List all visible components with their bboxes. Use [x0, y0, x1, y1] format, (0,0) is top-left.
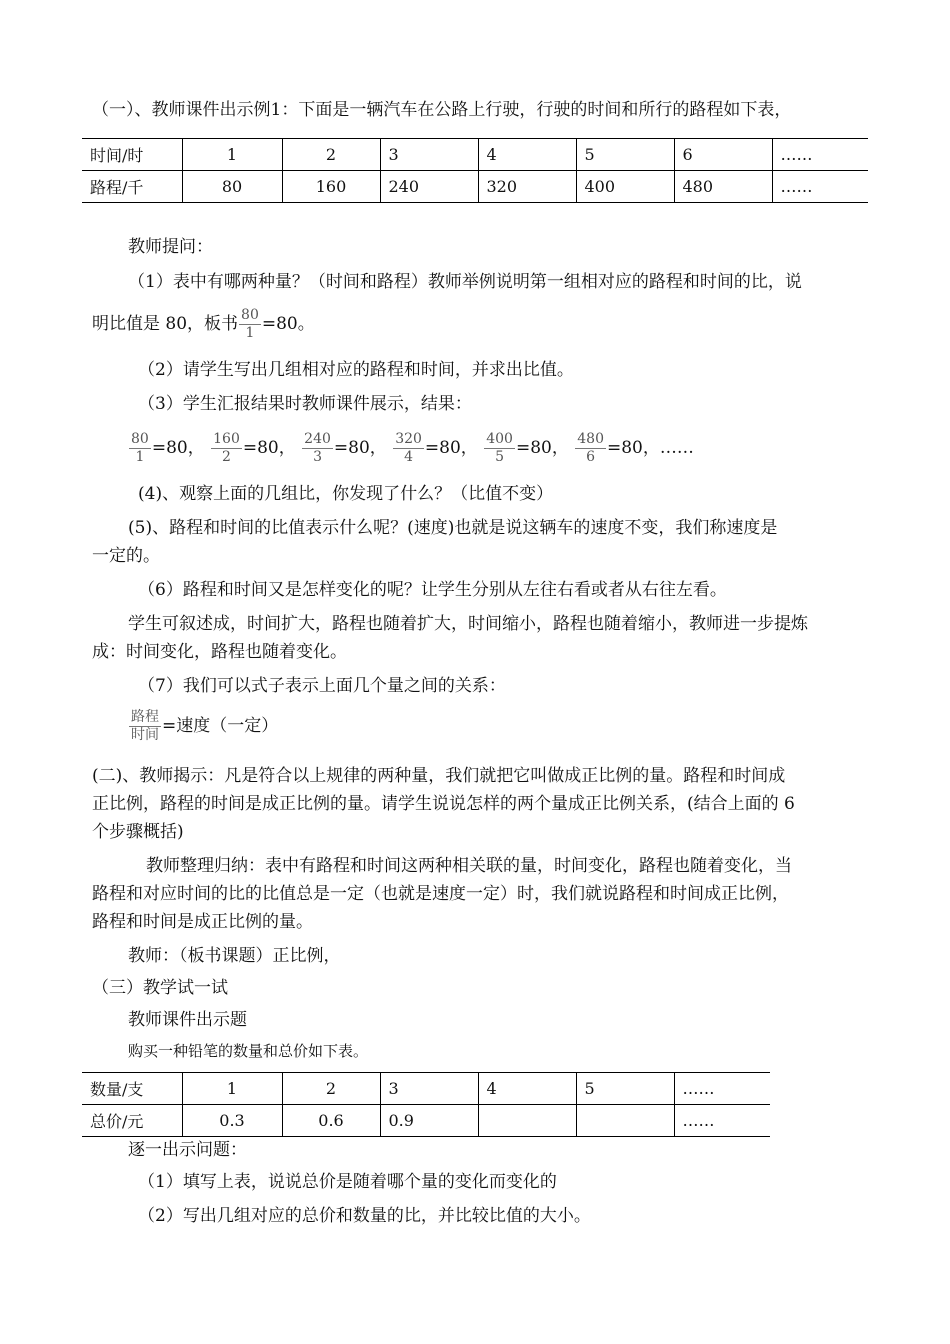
- table-cell: [478, 1105, 576, 1137]
- table-row: [82, 171, 868, 203]
- table-cell: ……: [674, 1073, 770, 1105]
- fraction-denominator: 1: [135, 449, 145, 465]
- ratio-value: =80，: [242, 438, 296, 458]
- fraction: [129, 432, 151, 464]
- fraction-numerator: 80: [241, 307, 259, 324]
- summary-line-3: 路程和时间是成正比例的量。: [92, 912, 313, 932]
- fraction-denominator: 4: [404, 449, 414, 465]
- narration-line-1: 学生可叙述成，时间扩大，路程也随着扩大，时间缩小，路程也随着缩小，教师进一步提炼: [128, 614, 808, 634]
- fraction-numerator: 80: [131, 431, 149, 448]
- question-7: （7）我们可以式子表示上面几个量之间的关系：: [138, 676, 506, 696]
- table-cell: 5: [576, 139, 674, 171]
- section-3-title: （三）教学试一试: [92, 978, 228, 998]
- table-cell: ……: [674, 1105, 770, 1137]
- table-cell: 2: [282, 1073, 380, 1105]
- table-cell: 4: [478, 1073, 576, 1105]
- ratio-item: [574, 431, 694, 465]
- ratio-value: =80，: [151, 438, 205, 458]
- question-4: (4)、观察上面的几组比，你发现了什么？（比值不变）: [138, 484, 554, 504]
- teacher-ask-heading: 教师提问：: [128, 237, 213, 257]
- table-cell: 80: [182, 171, 282, 203]
- table-cell: 5: [576, 1073, 674, 1105]
- table-row: [82, 1105, 770, 1137]
- fraction: [484, 432, 515, 464]
- table-cell: 240: [380, 171, 478, 203]
- fraction-denominator: 1: [245, 325, 255, 341]
- question-5-line-2: 一定的。: [92, 546, 160, 566]
- table-row: [82, 1073, 770, 1105]
- section-2-line-1: (二)、教师揭示：凡是符合以上规律的两种量，我们就把它叫做成正比例的量。路程和时间成: [92, 766, 786, 786]
- fraction: [211, 432, 242, 464]
- fraction-denominator: 5: [495, 449, 505, 465]
- section-2-line-3: 个步骤概括): [92, 822, 184, 842]
- ratio-value: =80，: [424, 438, 478, 458]
- table-cell: 480: [674, 171, 772, 203]
- table-cell: ……: [772, 171, 868, 203]
- table-cell: 4: [478, 139, 576, 171]
- narration-line-2: 成：时间变化，路程也随着变化。: [92, 642, 347, 662]
- question-3: （3）学生汇报结果时教师课件展示，结果：: [138, 394, 472, 414]
- fraction-denominator: 3: [313, 449, 322, 465]
- table-cell: 320: [478, 171, 576, 203]
- summary-line-1: 教师整理归纳：表中有路程和时间这两种相关联的量，时间变化，路程也随着变化，当: [146, 856, 792, 876]
- formula-result: =速度（一定）: [162, 716, 279, 736]
- ratio-item: [483, 431, 569, 465]
- step-show: 逐一出示问题：: [128, 1140, 247, 1160]
- table-cell: 3: [380, 1073, 478, 1105]
- question-1-line-2: [92, 304, 315, 344]
- table-cell: 6: [674, 139, 772, 171]
- table-cell: 3: [380, 139, 478, 171]
- fraction: [302, 432, 333, 464]
- summary-line-2: 路程和对应时间的比的比值总是一定（也就是速度一定）时，我们就说路程和时间成正比例，: [92, 884, 789, 904]
- fraction: [575, 432, 606, 464]
- fraction: [393, 432, 424, 464]
- ratio-item: [392, 431, 478, 465]
- fraction-denominator: 6: [586, 449, 596, 465]
- table-cell: 160: [282, 171, 380, 203]
- table-row: [82, 139, 868, 171]
- fraction-numerator: 160: [213, 431, 240, 448]
- ratio-item: [128, 431, 205, 465]
- fraction-denominator: 时间: [131, 727, 159, 743]
- section-3-show: 教师课件出示题: [128, 1010, 247, 1030]
- fraction-numerator: 320: [395, 431, 422, 448]
- question-2: （2）请学生写出几组相对应的路程和时间，并求出比值。: [138, 360, 574, 380]
- section-2-line-2: 正比例，路程的时间是成正比例的量。请学生说说怎样的两个量成正比例关系，(结合上面的 6: [92, 794, 795, 814]
- ratio-item: [301, 431, 387, 465]
- table-cell: 1: [182, 1073, 282, 1105]
- fraction: [129, 710, 161, 742]
- question-1-text: 明比值是 80，板书: [92, 314, 239, 334]
- time-distance-table: [82, 138, 868, 203]
- board-title: 教师：（板书课题）正比例，: [128, 946, 341, 966]
- table-cell: [576, 1105, 674, 1137]
- fraction: [239, 308, 261, 340]
- table-cell: 400: [576, 171, 674, 203]
- table-cell: 数量/支: [82, 1073, 182, 1105]
- table-cell: 时间/时: [82, 139, 182, 171]
- table-cell: 路程/千: [82, 171, 182, 203]
- table-cell: 0.9: [380, 1105, 478, 1137]
- problem-2: （2）写出几组对应的总价和数量的比，并比较比值的大小。: [138, 1206, 591, 1226]
- intro-line: （一）、教师课件出示例1：下面是一辆汽车在公路上行驶，行驶的时间和所行的路程如下表，: [92, 100, 792, 120]
- question-1-line-1: （1）表中有哪两种量？（时间和路程）教师举例说明第一组相对应的路程和时间的比，说: [128, 272, 802, 292]
- table-cell: ……: [772, 139, 868, 171]
- fraction-numerator: 路程: [131, 709, 159, 726]
- table-cell: 1: [182, 139, 282, 171]
- table-cell: 总价/元: [82, 1105, 182, 1137]
- question-6: （6）路程和时间又是怎样变化的呢？让学生分别从左往右看或者从右往左看。: [138, 580, 727, 600]
- ratio-value: =80，: [515, 438, 569, 458]
- problem-1: （1）填写上表，说说总价是随着哪个量的变化而变化的: [138, 1172, 557, 1192]
- ratio-value: =80，: [333, 438, 387, 458]
- fraction-denominator: 2: [222, 449, 231, 465]
- ratio-item: [210, 431, 296, 465]
- question-5-line-1: (5)、路程和时间的比值表示什么呢？(速度)也就是说这辆车的速度不变，我们称速度是: [128, 518, 778, 538]
- formula: [128, 704, 278, 748]
- fraction-numerator: 240: [304, 431, 331, 448]
- table-cell: 2: [282, 139, 380, 171]
- ratio-results: [128, 428, 694, 468]
- ratio-value: =80，……: [606, 438, 694, 458]
- section-3-intro: 购买一种铅笔的数量和总价如下表。: [128, 1042, 369, 1060]
- question-1-result: =80。: [261, 314, 315, 334]
- quantity-price-table: [82, 1072, 770, 1137]
- table-cell: 0.3: [182, 1105, 282, 1137]
- fraction-numerator: 400: [486, 431, 513, 448]
- table-cell: 0.6: [282, 1105, 380, 1137]
- fraction-numerator: 480: [577, 431, 604, 448]
